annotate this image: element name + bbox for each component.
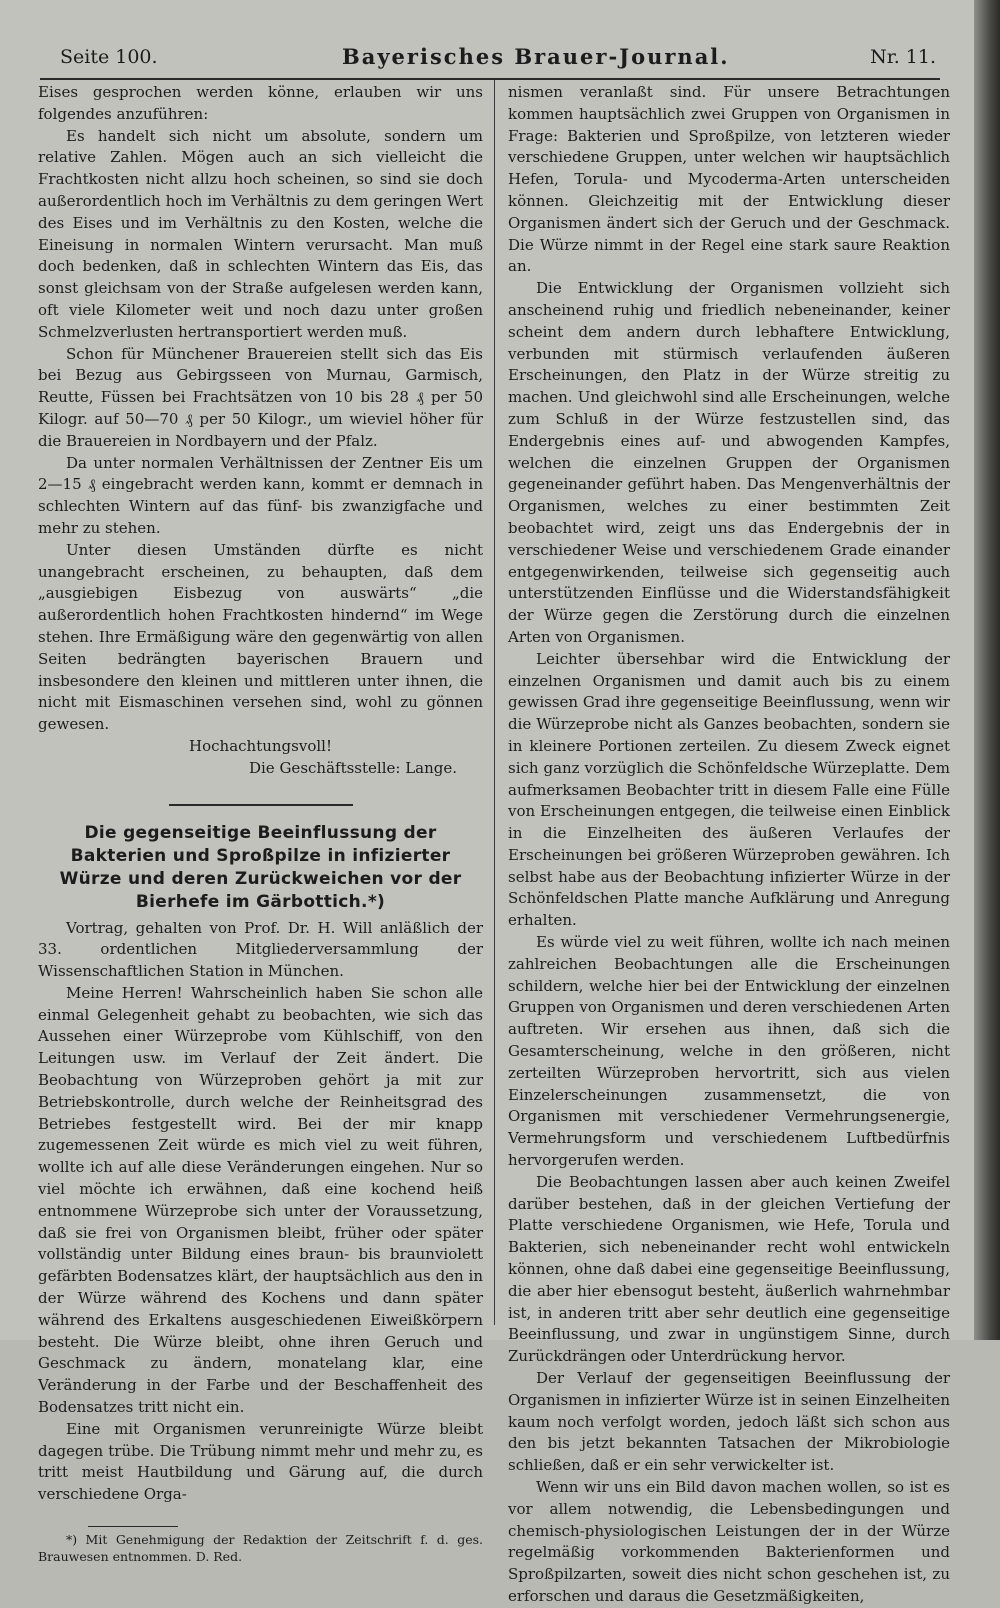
page-edge-shadow [974, 0, 1000, 1340]
article-title: Die gegenseitige Beeinflussung der Bakterien und Sproßpilze in infizierter Würze und deren Zurückweichen vor der Bierhefe im Gärbottich.*) [59, 822, 462, 912]
paragraph: nismen veranlaßt sind. Für unsere Betrachtungen kommen hauptsächlich zwei Gruppen von Organismen in Frage: Bakterien und Sproßpilze, von letzteren wieder verschiedene Gruppen, unter welchen wir hauptsächlich Hefen, Torula- und Mycoderma-Arten unterscheiden können. Gleichzeitig mit der Entwicklung dieser Organismen ändert sich der Geruch und der Geschmack. Die Würze nimmt in der Regel eine stark saure Reaktion an. [508, 83, 950, 276]
section-divider [169, 804, 353, 806]
paragraph: Die Entwicklung der Organismen vollzieht sich anscheinend ruhig und friedlich nebeneinander, keiner scheint dem andern durch lebhaftere Entwicklung, verbunden mit stürmisch verlaufenden äußeren Erscheinungen, den Platz in der Würze streitig zu machen. Und gleichwohl sind alle Erscheinungen, welche zum Schluß in der Würze festzustellen sind, das Endergebnis eines auf- und abwogenden Kampfes, welchen die einzelnen Gruppen der Organismen gegeneinander geführt haben. Das Mengenverhältnis der Organismen, welches zu einer bestimmten Zeit beobachtet wird, zeigt uns das Endergebnis der in verschiedener Weise und verschiedenem Grade einander entgegenwirkenden, teilweise sich gegenseitig auch unterstützenden Einflüsse und die Widerstandsfähigkeit der Würze gegen die Zerstörung durch die einzelnen Arten von Organismen. [508, 279, 950, 646]
paragraph: Es handelt sich nicht um absolute, sondern um relative Zahlen. Mögen auch an sich vielleicht die Frachtkosten nicht allzu hoch scheinen, so sind sie doch außerordentlich hoch im Verhältnis zu dem geringen Wert des Eises und im Verhältnis zu den Kosten, welche die Eineisung in normalen Wintern verursacht. Man muß doch bedenken, daß in schlechten Wintern das Eis, das sonst gleichsam von der Straße aufgelesen werden kann, oft viele Kilometer weit und noch dazu unter großen Schmelzverlusten hertransportiert werden muß. [38, 126, 483, 341]
paragraph: Es würde viel zu weit führen, wollte ich nach meinen zahlreichen Beobachtungen alle die Erscheinungen schildern, welche hier bei der Entwicklung der einzelnen Gruppen von Organismen und deren verschiedenen Arten auftreten. Wir ersehen aus ihnen, daß sich die Gesamterscheinung, welche in den größeren, nicht zerteilten Würzeproben hervortritt, sich aus vielen Einzelerscheinungen zusammensetzt, die von Organismen mit verschiedener Vermehrungsenergie, Vermehrungsform und verschiedenem Luftbedürfnis hervorgerufen werden. [508, 933, 950, 1170]
footnote: *) Mit Genehmigung der Redaktion der Zeitschrift f. d. ges. Brauwesen entnommen. D. Red. [38, 1532, 483, 1565]
issue-number: Nr. 11. [870, 46, 936, 68]
paragraph: Schon für Münchener Brauereien stellt sich das Eis bei Bezug aus Gebirgsseen von Murnau, Garmisch, Reutte, Füssen bei Frachtsätzen von 10 bis 28 ₰ per 50 Kilogr. auf 50—70 ₰ per 50 Kilogr., um wieviel höher für die Brauereien in Nordbayern und der Pfalz. [38, 344, 483, 450]
paragraph: Da unter normalen Verhältnissen der Zentner Eis um 2—15 ₰ eingebracht werden kann, kommt er demnach in schlechten Wintern auf das fünf- bis zwanzigfache und mehr zu stehen. [38, 453, 483, 537]
paragraph: Die Beobachtungen lassen aber auch keinen Zweifel darüber bestehen, daß in der gleichen Vertiefung der Platte verschiedene Organismen, wie Hefe, Torula und Bakterien, sich nebeneinander recht wohl entwickeln können, ohne daß dabei eine gegenseitige Beeinflussung, die aber hier ebensogut besteht, äußerlich wahrnehmbar ist, in anderen tritt aber sehr deutlich eine gegenseitige Beeinflussung, und zwar in ungünstigem Sinne, durch Zurückdrängen oder Unterdrückung hervor. [508, 1172, 950, 1366]
paragraph: Unter diesen Umständen dürfte es nicht unangebracht erscheinen, zu behaupten, daß dem „ausgiebigen Eisbezug von auswärts“ „die außerordentlich hohen Frachtkosten hindernd“ im Wege stehen. Ihre Ermäßigung wäre den gegenwärtig von allen Seiten bedrängten bayerischen Brauern und insbesondere den kleinen und mittleren unter ihnen, die nicht mit Eismaschinen versehen sind, wohl zu gönnen gewesen. [38, 540, 483, 734]
paragraph: Meine Herren! Wahrscheinlich haben Sie schon alle einmal Gelegenheit gehabt zu beobachten, wie sich das Aussehen einer Würzeprobe vom Kühlschiff, von den Leitungen usw. im Verlauf der Zeit ändert. Die Beobachtung von Würzeproben gehört ja mit zur Betriebskontrolle, durch welche der Reinheitsgrad des Betriebes festgestellt wird. Bei der mir knapp zugemessenen Zeit würde es mich viel zu weit führen, wollte ich auf alle diese Veränderungen eingehen. Nur so viel möchte ich erwähnen, daß eine kochend heiß entnommene Würzeprobe sich unter der Voraussetzung, daß sie frei von Organismen bleibt, früher oder später vollständig unter Bildung eines braun- bis braunviolett gefärbten Bodensatzes klärt, der hauptsächlich aus den in der Würze während des Kochens und dann später während des Erkaltens ausgeschiedenen Eiweißkörpern besteht. Die Würze bleibt, ohne ihren Geruch und Geschmack zu ändern, monatelang klar, eine Veränderung in der Farbe und der Beschaffenheit des Bodensatzes tritt nicht ein. [38, 983, 483, 1417]
paragraph: Leichter übersehbar wird die Entwicklung der einzelnen Organismen und damit auch bis zu einem gewissen Grad ihre gegenseitige Beeinflussung, wenn wir die Würzeprobe nicht als Ganzes beobachten, sondern sie in kleinere Portionen zerteilen. Zu diesem Zweck eignet sich ganz vorzüglich die Schönfeldsche Würzeplatte. Dem aufmerksamen Beobachter tritt in diesem Falle eine Fülle von Erscheinungen entgegen, die teilweise einen Einblick in die Einzelheiten des äußeren Verlaufes der Erscheinungen bei größeren Würzeproben gewähren. Ich selbst habe aus der Beobachtung infizierter Würze in der Schönfeldschen Platte manche Aufklärung und Anregung erhalten. [508, 649, 950, 930]
paragraph: Eises gesprochen werden könne, erlauben wir uns folgendes anzuführen: [38, 83, 483, 123]
journal-title: Bayerisches Brauer-Journal. [342, 44, 730, 69]
column-divider [494, 80, 495, 1325]
closing-salutation: Hochachtungsvoll! [189, 736, 332, 755]
article-byline: Vortrag, gehalten von Prof. Dr. H. Will anläßlich der 33. ordentlichen Mitgliederversammlung der Wissenschaftlichen Station in München. [38, 918, 483, 981]
left-column [38, 82, 483, 1565]
paragraph: Wenn wir uns ein Bild davon machen wollen, so ist es vor allem notwendig, die Lebensbedingungen und chemisch-physiologischen Leistungen der in der Würze regelmäßig vorkommenden Bakterienformen und Sproßpilzarten, soweit dies nicht schon geschehen ist, zu erforschen und daraus die Gesetzmäßigkeiten, [508, 1478, 950, 1605]
signature: Die Geschäftsstelle: Lange. [248, 758, 457, 777]
paragraph: Eine mit Organismen verunreinigte Würze bleibt dagegen trübe. Die Trübung nimmt mehr und mehr zu, es tritt meist Hautbildung und Gärung auf, die durch verschiedene Orga- [38, 1419, 483, 1504]
paragraph: Der Verlauf der gegenseitigen Beeinflussung der Organismen in infizierter Würze ist in seinen Einzelheiten kaum noch verfolgt worden, jedoch läßt sich schon aus den bis jetzt bekannten Tatsachen der Mikrobiologie schließen, daß er ein sehr verwickelter ist. [508, 1369, 950, 1475]
right-column [508, 82, 950, 1608]
page-number: Seite 100. [60, 46, 158, 68]
footnote-rule [88, 1526, 178, 1527]
header-rule [40, 78, 940, 80]
